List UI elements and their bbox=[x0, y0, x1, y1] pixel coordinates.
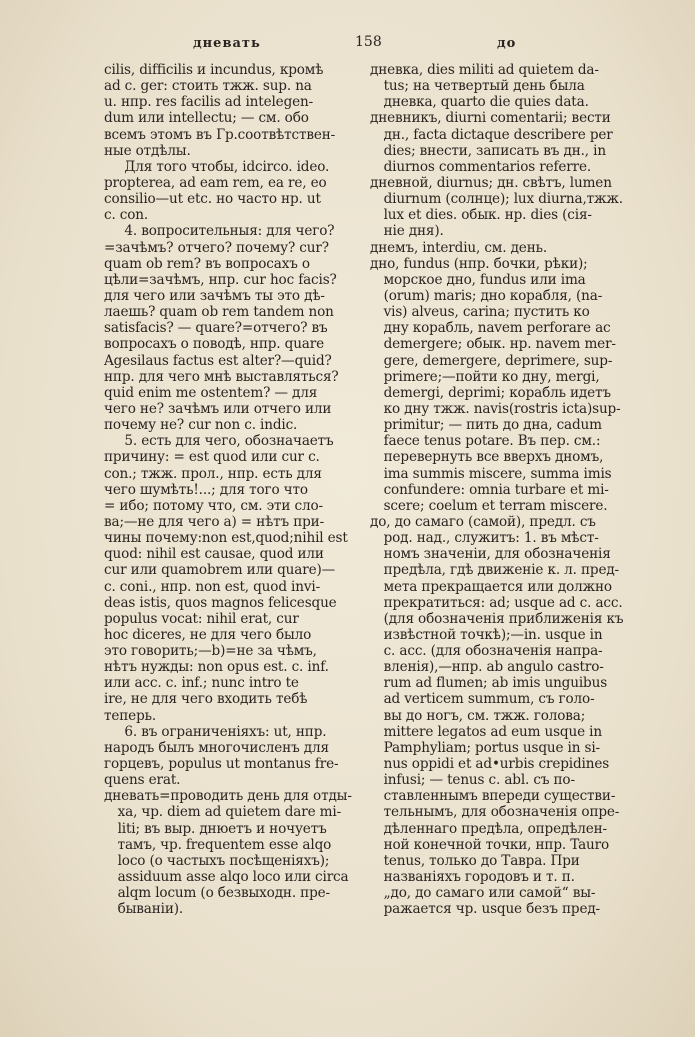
text-line: вы до ногъ, см. тжж. голова; bbox=[383, 707, 586, 724]
text-line: diurnos commentarios referre. bbox=[383, 158, 592, 175]
text-line: cilis, difficilis и incundus, кромѣ bbox=[104, 62, 324, 78]
text-line: ной конечной точки, нпр. Tauro bbox=[383, 836, 610, 853]
text-line: quid enim me ostentem? — для bbox=[104, 384, 318, 401]
text-line: c. coni., нпр. non est, quod invi- bbox=[104, 578, 321, 595]
text-line: номъ значеніи, для обозначенія bbox=[383, 546, 611, 563]
text-line: причину: = est quod или cur c. bbox=[104, 449, 320, 466]
text-line: „до, до самаго или самой“ вы- bbox=[383, 885, 596, 902]
text-line: горцевъ, populus ut montanus fre- bbox=[104, 756, 339, 773]
text-line: dies; внести, записать въ дн., in bbox=[383, 142, 606, 159]
left-column bbox=[104, 62, 372, 917]
text-line: Для того чтобы, idcirco. ideo. bbox=[124, 158, 330, 175]
text-line: ніе дня). bbox=[383, 223, 444, 240]
text-line: перевернуть все вверхъ дномъ, bbox=[383, 449, 604, 466]
text-line: днeвать=проводить день для отды- bbox=[104, 788, 352, 805]
text-line: вопросахъ о поводѣ, нпр. quare bbox=[104, 336, 325, 353]
text-line: nus oppidi et ad•urbis crepidines bbox=[383, 756, 610, 773]
text-line: днeмъ, interdiu, см. день. bbox=[370, 239, 548, 256]
right-column bbox=[370, 62, 638, 917]
text-line: чины почему:non est,quod;nihil est bbox=[104, 530, 348, 547]
text-line: ad c. ger: стоить тжж. sup. na bbox=[104, 78, 312, 95]
text-line: hoc diceres, не для чего было bbox=[104, 626, 312, 643]
page-header bbox=[0, 34, 695, 56]
text-line: ad verticem summum, съ голо- bbox=[383, 691, 595, 708]
text-line: тамъ, чр. frequentem esse alqo bbox=[117, 836, 332, 853]
text-line: днeвникъ, diurni comentarii; вести bbox=[370, 110, 611, 127]
text-line: diurnum (солнце); lux diurna,тжж. bbox=[383, 191, 623, 208]
text-line: confundere: omnia turbare et mi- bbox=[383, 481, 609, 498]
text-line: извѣстной точкѣ);—in. usque in bbox=[383, 626, 603, 643]
text-line: вленія),—нпр. ab angulo castro- bbox=[383, 659, 604, 676]
text-line: con.; тжж. прол., нпр. есть для bbox=[104, 465, 322, 482]
text-line: tenus, только до Тавра. При bbox=[383, 852, 580, 869]
text-line: дно, fundus (нпр. бочки, рѣки); bbox=[370, 255, 588, 272]
text-line: tus; на четвертый день была bbox=[383, 78, 585, 95]
text-line: дѣленнаго предѣла, опредѣлен- bbox=[383, 820, 607, 837]
text-line: consilio—ut etc. но часто нр. ut bbox=[104, 191, 321, 208]
text-line: ire, не для чего входить тебѣ bbox=[104, 691, 308, 708]
text-line: нпр. для чего мнѣ выставляться? bbox=[104, 368, 339, 385]
text-line: liti; въ выр. днюетъ и ночуетъ bbox=[117, 820, 327, 837]
text-line: ставленнымъ впереди существи- bbox=[383, 788, 616, 805]
text-line: dum или intellectu; — см. oбo bbox=[104, 110, 309, 127]
text-line: c. con. bbox=[104, 207, 149, 224]
text-line: = ибо; потому что, см. эти сло- bbox=[104, 497, 323, 514]
text-line: ха, чр. diem ad quietem dare mi- bbox=[117, 804, 342, 821]
text-line: ва;—не для чего а) = нѣтъ при- bbox=[104, 513, 325, 530]
text-line: propterea, ad eam rem, ea re, eo bbox=[104, 174, 327, 191]
text-line: предѣла, гдѣ движеніе к. л. пред- bbox=[383, 562, 620, 579]
text-line: 6. въ ограниченіяхъ: ut, нпр. bbox=[124, 723, 327, 740]
text-line: quens erat. bbox=[104, 772, 181, 789]
text-line: почему не? cur non c. indic. bbox=[104, 417, 298, 434]
text-line: мета прекращается или должно bbox=[383, 578, 612, 595]
text-line: чего не? зачѣмъ или отчего или bbox=[104, 400, 332, 417]
text-line: loco (о частыхъ посѣщеніяхъ); bbox=[117, 852, 330, 869]
text-line: ima summis miscere, summa imis bbox=[383, 465, 612, 482]
text-line: (orum) maris; дно корабля, (na- bbox=[383, 287, 603, 304]
text-line: чего шумѣть!...; для того что bbox=[104, 481, 308, 498]
text-line: infusi; — tenus c. abl. съ по- bbox=[383, 772, 575, 789]
text-line: бываніи). bbox=[117, 901, 184, 918]
text-line: primitur; — пить до дна, cadum bbox=[383, 417, 602, 434]
text-line: faece tenus potare. Въ пер. см.: bbox=[383, 433, 601, 450]
text-line: род. над., служитъ: 1. въ мѣст- bbox=[383, 530, 599, 547]
text-line: lux et dies. обык. нр. dies (сія- bbox=[383, 207, 592, 224]
text-line: deas istis, quos magnos felicesque bbox=[104, 594, 337, 611]
header-left-catchword: днeвать bbox=[193, 36, 261, 51]
text-line: u. нпр. res facilis ad intelegen- bbox=[104, 94, 314, 111]
text-line: scere; coelum et terram miscere. bbox=[383, 497, 608, 514]
text-line: ко дну тжж. navis(rostris icta)sup- bbox=[383, 400, 621, 417]
text-line: quam ob rem? въ вопросахъ о bbox=[104, 255, 310, 272]
text-line: ражается чр. usque безъ пред- bbox=[383, 901, 601, 918]
text-line: тельнымъ, для обозначенія опре- bbox=[383, 804, 620, 821]
text-line: теперь. bbox=[104, 707, 157, 724]
header-right-catchword: до bbox=[497, 36, 517, 51]
text-line: rum ad flumen; ab imis unguibus bbox=[383, 675, 608, 692]
text-line: 4. вопросительныя: для чего? bbox=[124, 223, 335, 240]
text-line: quod: nihil est causae, quod или bbox=[104, 546, 324, 563]
text-line: нѣтъ нужды: non opus est. c. inf. bbox=[104, 659, 329, 676]
text-line: всемъ этомъ въ Гр.соотвѣтствен- bbox=[104, 126, 336, 143]
text-line: или acc. c. inf.; nunc intro te bbox=[104, 675, 299, 692]
text-line: assiduum asse alqo loco или circa bbox=[117, 869, 349, 886]
text-line: Agesilaus factus est alter?—quid? bbox=[104, 352, 332, 369]
text-line: это говорить;—b)=не за чѣмъ, bbox=[104, 643, 317, 660]
page-number: 158 bbox=[355, 34, 382, 50]
text-line: Pamphyliam; portus usque in si- bbox=[383, 739, 600, 756]
text-line: ные отдѣлы. bbox=[104, 142, 191, 159]
text-line: alqm locum (o безвыходн. пре- bbox=[117, 885, 330, 902]
text-line: vis) alveus, carina; пустить ко bbox=[383, 304, 590, 321]
text-line: mittere legatos ad eum usque in bbox=[383, 723, 602, 740]
text-line: днeвной, diurnus; дн. свѣтъ, lumen bbox=[370, 174, 612, 191]
text-line: морское дно, fundus или ima bbox=[383, 271, 586, 288]
text-line: cur или quamobrem или quare)— bbox=[104, 562, 336, 579]
text-line: =зачѣмъ? отчего? почему? cur? bbox=[104, 239, 329, 256]
text-line: для чего или зачѣмъ ты это дѣ- bbox=[104, 287, 325, 304]
text-line: 5. есть для чего, обозначаетъ bbox=[124, 433, 334, 450]
text-line: demergi, deprimi; корабль идетъ bbox=[383, 384, 611, 401]
text-line: цѣли=зачѣмъ, нпр. cur hoc facis? bbox=[104, 271, 337, 288]
text-line: c. acc. (для обозначенія напра- bbox=[383, 643, 603, 660]
text-line: дн., facta dictaque describere per bbox=[383, 126, 613, 143]
text-line: прекратиться: ad; usque ad c. acc. bbox=[383, 594, 623, 611]
text-line: названіяхъ городовъ и т. п. bbox=[383, 869, 575, 886]
text-line: primere;—пойти ко дну, mergi, bbox=[383, 368, 600, 385]
text-line: днeвка, dies militi ad quietem da- bbox=[370, 62, 599, 78]
text-line: народъ былъ многочисленъ для bbox=[104, 739, 329, 756]
text-line: дну корабль, navem perforare ac bbox=[383, 320, 611, 337]
text-line: satisfacis? — quare?=отчего? въ bbox=[104, 320, 328, 337]
text-line: днeвка, quarto die quies data. bbox=[383, 94, 589, 111]
text-line: (для обозначенія приближенія къ bbox=[383, 610, 624, 627]
text-line: лаешь? quam ob rem tandem non bbox=[104, 304, 334, 321]
text-line: gere, demergere, deprimere, sup- bbox=[383, 352, 613, 369]
text-line: populus vocat: nihil erat, cur bbox=[104, 610, 299, 627]
text-line: до, до самаго (самой), предл. съ bbox=[370, 513, 596, 530]
text-line: demergere; обык. нр. navem mer- bbox=[383, 336, 616, 353]
